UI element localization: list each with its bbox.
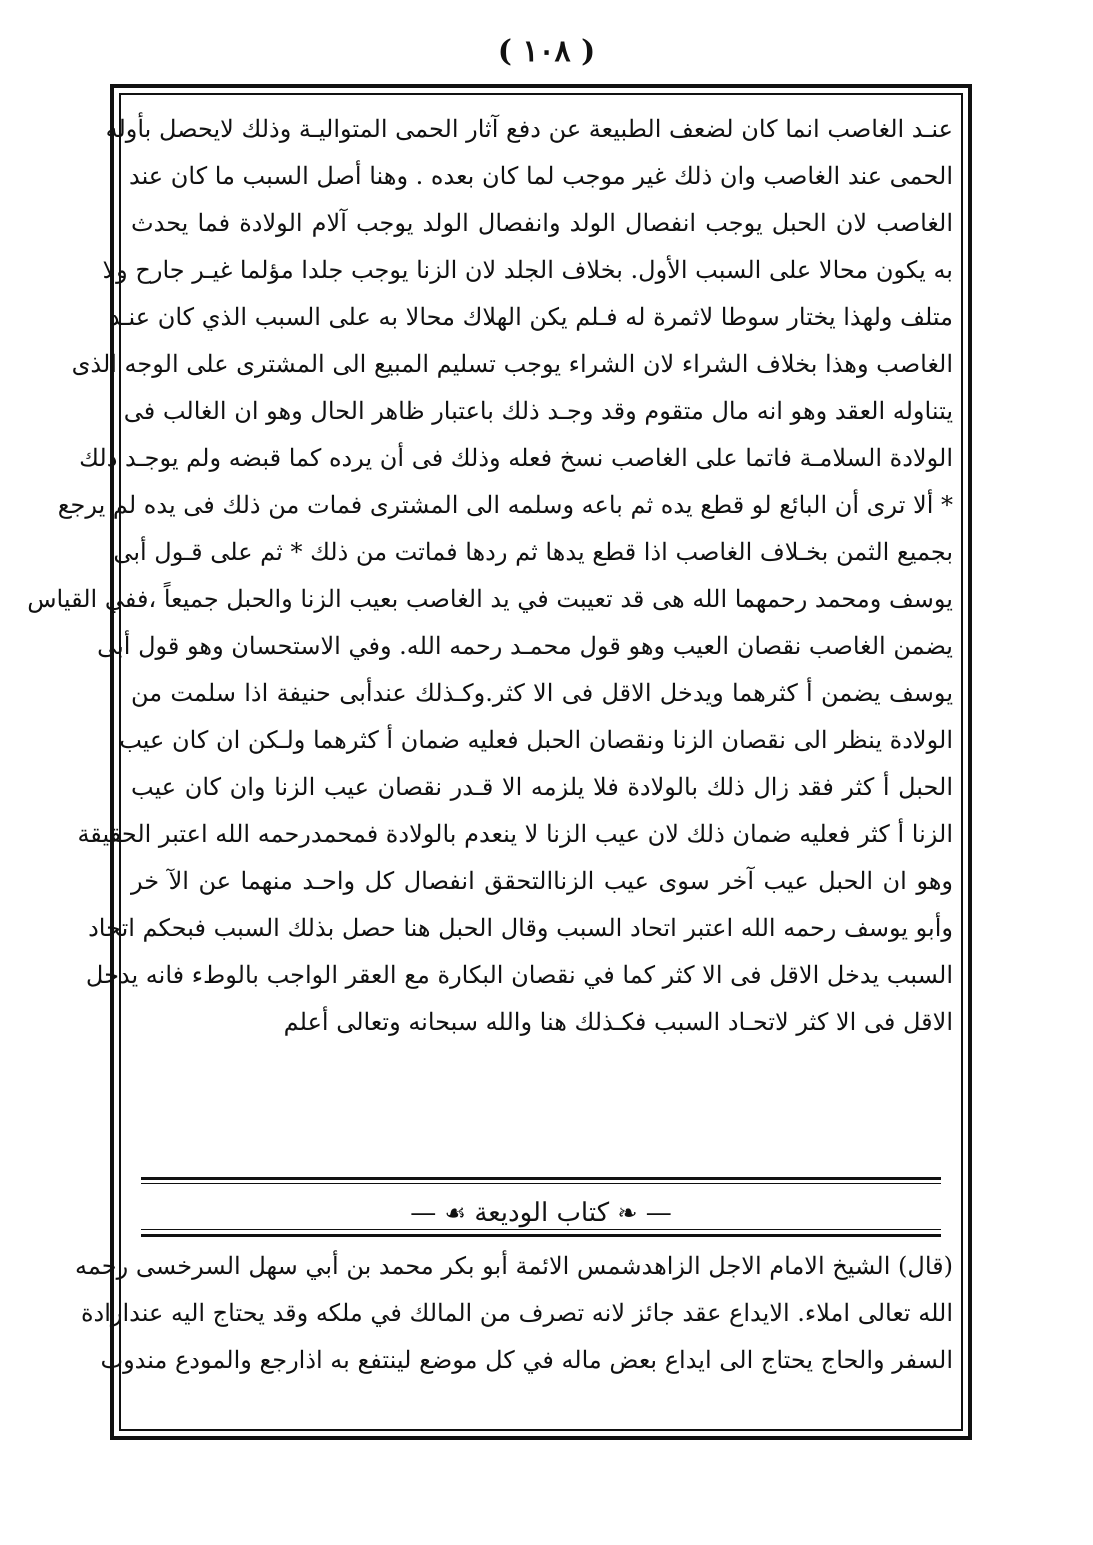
dash-ornament: — [645, 1198, 672, 1228]
page-number: ( ١٠٨ ) [497, 34, 596, 69]
text-line: بجميع الثمن بخـلاف الغاصب اذا قطع يدها ثم ردها فماتت من ذلك * ثم على قـول أبى [113, 538, 953, 566]
text-line: وهو ان الحبل عيب آخر سوى عيب الزناالتحقق انفصال كل واحـد منهما عن الآ خر [131, 867, 953, 895]
text-line: به يكون محالا على السبب الأول. بخلاف الجلد لان الزنا يوجب جلدا مؤلما غيـر جارح ولا [102, 256, 953, 284]
text-line: الاقل فى الا كثر لاتحـاد السبب فكـذلك هنا والله سبحانه وتعالى أعلم [283, 1008, 953, 1036]
chapter-text [75, 1243, 953, 1384]
text-line: الولادة ينظر الى نقصان الزنا ونقصان الحبل فعليه ضمان أ كثرهما ولـكن ان كان عيب [119, 726, 953, 754]
text-line: الحبل أ كثر فقد زال ذلك بالولادة فلا يلزمه الا قـدر نقصان عيب الزنا وان كان عيب [131, 773, 953, 801]
text-line: (قال) الشيخ الامام الاجل الزاهدشمس الائمة أبو بكر محمد بن أبي سهل السرخسى رحمه [75, 1252, 953, 1280]
inner-border [27, 93, 963, 1431]
page-frame [27, 84, 972, 1440]
main-text [27, 106, 953, 1046]
section-divider-top-thin [141, 1183, 941, 1184]
chapter-title: كتاب الوديعة [474, 1198, 610, 1228]
text-line: وأبو يوسف رحمه الله اعتبر اتحاد السبب وقال الحبل هنا حصل بذلك السبب فبحكم اتحاد [88, 914, 953, 942]
section-divider-bottom-thin [141, 1229, 941, 1230]
text-line: الله تعالى املاء. الايداع عقد جائز لانه تصرف من المالك في ملكه وقد يحتاج اليه عندارادة [80, 1299, 953, 1327]
text-line: السفر والحاج يحتاج الى ايداع بعض ماله في كل موضع لينتفع به اذارجع والمودع مندوب [100, 1346, 953, 1374]
text-line: الزنا أ كثر فعليه ضمان ذلك لان عيب الزنا لا ينعدم بالولادة فمحمدرحمه الله اعتبر الحقيقة [77, 820, 953, 848]
chapter-heading [121, 1193, 961, 1233]
section-divider-bottom [141, 1234, 941, 1237]
text-line: الحمى عند الغاصب وان ذلك غير موجب لما كان بعده . وهنا أصل السبب ما كان عند [128, 162, 953, 190]
ornament-icon: ❧ [617, 1199, 638, 1227]
text-line: السبب يدخل الاقل فى الا كثر كما في نقصان البكارة مع العقر الواجب بالوطء فانه يدخل [85, 961, 953, 989]
text-line: عنـد الغاصب انما كان لضعف الطبيعة عن دفع آثار الحمى المتواليـة وذلك لايحصل بأوله [105, 115, 953, 143]
ornament-icon: ☙ [444, 1199, 467, 1227]
text-line: الولادة السلامـة فاتما على الغاصب نسخ فعله وذلك فى أن يرده كما قبضه ولم يوجـد ذلك [79, 444, 953, 472]
text-line: يتناوله العقد وهو انه مال متقوم وقد وجـد ذلك باعتبار ظاهر الحال وهو ان الغالب فى [123, 397, 953, 425]
text-line: يضمن الغاصب نقصان العيب وهو قول محمـد رحمه الله. وفي الاستحسان وهو قول أبى [97, 632, 953, 660]
text-line: يوسف ومحمد رحمهما الله هى قد تعيبت في يد الغاصب بعيب الزنا والحبل جميعاً ،ففي القياس [27, 585, 953, 613]
text-line: الغاصب لان الحبل يوجب انفصال الولد وانفصال الولد يوجب آلام الولادة فما يحدث [131, 209, 953, 237]
text-line: * ألا ترى أن البائع لو قطع يده ثم باعه وسلمه الى المشترى فمات من ذلك فى يده لم يرجع [57, 491, 953, 519]
text-line: الغاصب وهذا بخلاف الشراء لان الشراء يوجب تسليم المبيع الى المشترى على الوجه الذى [71, 350, 953, 378]
section-divider-top [141, 1177, 941, 1180]
text-line: يوسف يضمن أ كثرهما ويدخل الاقل فى الا كثر.وكـذلك عندأبى حنيفة اذا سلمت من [131, 679, 953, 707]
text-line: متلف ولهذا يختار سوطا لاثمرة له فـلم يكن الهلاك محالا به على السبب الذي كان عنـد [108, 303, 953, 331]
dash-ornament: — [410, 1198, 437, 1228]
